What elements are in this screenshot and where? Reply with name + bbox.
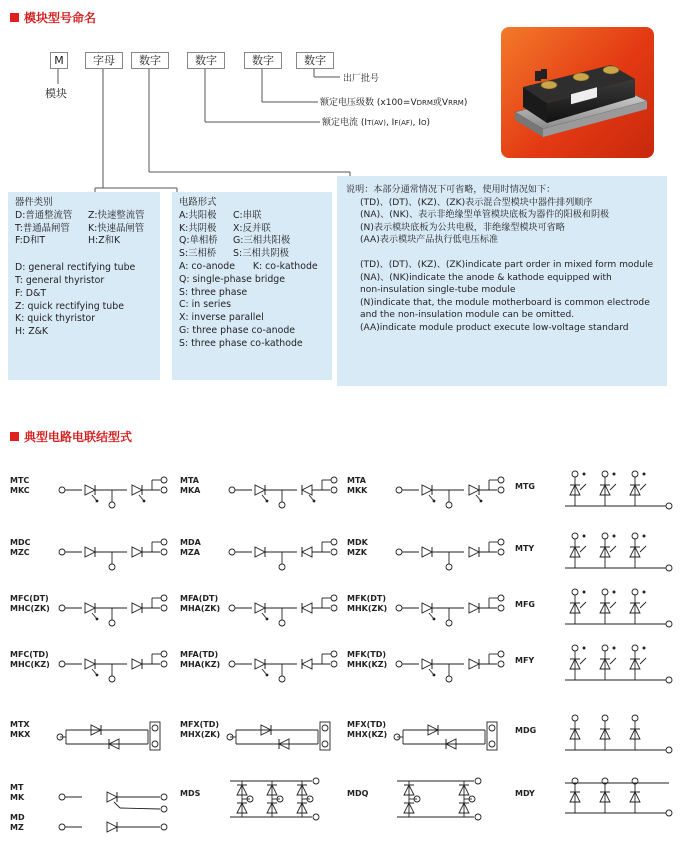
device-cn-row: F:D和T H:Z和K [15,235,121,247]
circuit-label [10,720,30,740]
circuit-code-line2: MHK(ZK) [347,604,388,613]
circuit-code-line2: MHA(KZ) [180,660,221,669]
circuit-schematic [222,712,347,760]
section-title-naming: 模块型号命名 [10,9,96,26]
circuit-label [515,600,535,610]
circuit-schematic [389,530,514,578]
circuit-schematic [52,642,177,690]
circuit-code-line2: MHC(KZ) [10,660,50,669]
circuit-code-line1: MFC(DT) [10,594,49,603]
circuit-label [515,482,535,492]
circuit-schematic [222,530,347,578]
circuit-en-line: C: in series [179,299,231,311]
circuit-en-line: S: three phase [179,286,248,298]
circuit-cn-row: Q:单相桥 G:三相共阳极 [179,235,291,247]
circuit-code-line1: MDQ [347,789,369,798]
device-en-line: D: general rectifying tube [15,262,136,274]
circuit-schematic [557,642,680,690]
batch-annotation: 出厂批号 [343,74,380,84]
device-en-line: K: quick thyristor [15,313,96,325]
circuit-label [347,594,387,614]
circuit-code-line2: MZA [180,548,200,557]
circuit-code-line2: MHA(ZK) [180,604,221,613]
circuit-label [347,650,387,670]
power-module-illustration [501,27,654,158]
circuit-en-line: Q: single-phase bridge [179,273,286,285]
notes-en-line: (TD)、(DT)、(KZ)、(ZK)indicate part order in mixed form module [360,259,654,270]
circuit-label [180,476,200,496]
circuit-schematic [557,586,680,634]
circuit-label [347,789,368,799]
circuit-code-line2: MKK [347,486,368,495]
circuit-schematic [557,530,680,578]
circuit-code-line1: MDS [180,789,201,798]
circuit-label [10,650,50,670]
circuit-schematic [557,775,680,823]
circuit-code-line2: MHK(KZ) [347,660,388,669]
circuit-label [180,594,220,614]
device-category-panel [8,192,160,380]
code-box-digit-4: 数字 [296,52,334,69]
notes-cn-line: 说明：本部分通常情况下可省略，使用时情况如下： [346,185,556,195]
circuit-code-line1: MTG [515,482,535,491]
device-panel-title: 器件类别 [15,197,53,208]
notes-en-line: (NA)、(NK)indicate the anode & kathode equipped with [360,272,612,283]
device-en-line: Z: quick rectifying tube [15,300,124,312]
circuit-code-line1: MDG [515,726,537,735]
circuit-schematic [222,775,347,823]
circuit-label [10,594,50,614]
circuit-code-line1: MDA [180,538,201,547]
device-en-line: H: Z&K [15,326,49,338]
circuit-code-line1: MFX(TD) [347,720,387,729]
device-cn-row: D:普通整流管 Z:快速整流管 [15,209,145,221]
circuit-label [515,726,536,736]
circuit-code-line1: MFK(DT) [347,594,387,603]
notes-en-line: (AA)indicate module product execute low-voltage standard [360,322,629,333]
circuit-code-line2: MK [10,793,25,802]
notes-cn-line: (NA)、(NK)、表示非绝缘型单管模块底板为器件的阳极和阴极 [360,210,610,221]
circuit-label [10,813,25,833]
notes-en-line: non-insulation single-tube module [360,285,516,296]
circuit-label [347,720,387,740]
section-title-circuits: 典型电路电联结型式 [10,428,132,445]
circuit-code-line2: MKC [10,486,30,495]
red-square-icon [10,432,19,441]
circuit-label [515,544,534,554]
circuit-en-line: G: three phase co-anode [179,324,296,336]
notes-panel [337,176,667,386]
device-en-line: F: D&T [15,287,47,299]
circuit-schematic [389,712,514,760]
circuit-code-line2: MKX [10,730,31,739]
circuit-panel-title: 电路形式 [179,197,217,208]
circuit-code-line1: MFA(DT) [180,594,219,603]
circuit-en-line: X: inverse parallel [179,312,264,324]
circuit-code-line2: MZC [10,548,30,557]
circuit-schematic [52,468,177,516]
code-box-digit-3: 数字 [244,52,282,69]
circuit-cn-row: A:共阳极 C:串联 [179,209,262,221]
circuit-code-line2: MZK [347,548,367,557]
circuit-code-line2: MZ [10,823,24,832]
code-box-letter: 字母 [85,52,123,69]
circuit-code-line1: MT [10,783,24,792]
code-box-m: M [50,52,68,69]
current-annotation: 额定电流 (IT(AV), IF(AF), IO) [322,118,431,128]
circuit-label [347,538,368,558]
circuit-label [180,789,200,799]
circuit-label [180,650,220,670]
notes-en-line: (N)indicate that, the module motherboard is common electrode [360,297,650,308]
circuit-code-line1: MFX(TD) [180,720,220,729]
circuit-code-line2: MHX(KZ) [347,730,388,739]
circuit-form-panel [172,192,332,380]
circuit-code-line1: MD [10,813,25,822]
notes-en-line: and the non-insulation module can be omitted. [360,310,575,321]
circuit-label [515,656,534,666]
circuit-code-line1: MFA(TD) [180,650,219,659]
code-box-digit-2: 数字 [187,52,225,69]
circuit-code-line1: MFG [515,600,535,609]
circuit-code-line1: MFY [515,656,535,665]
circuit-label [10,783,24,803]
circuit-code-line1: MDY [515,789,535,798]
circuit-label [180,720,220,740]
circuit-code-line2: MHX(ZK) [180,730,221,739]
device-cn-row: T:普通晶闸管 K:快速晶闸管 [15,222,145,234]
circuit-code-line1: MTY [515,544,535,553]
circuit-label [347,476,367,496]
circuit-label [10,476,30,496]
circuit-schematic [557,712,680,760]
circuit-code-line2: MHC(ZK) [10,604,50,613]
circuit-code-line1: MTA [180,476,199,485]
notes-cn-line: (N)表示模块底板为公共电极，非绝缘型模块可省略 [360,222,565,233]
circuit-code-line1: MFC(TD) [10,650,49,659]
module-label: 模块 [45,87,67,100]
circuit-cn-row: S:三相桥 S:三相共阴极 [179,248,289,260]
circuit-code-line1: MFK(TD) [347,650,387,659]
circuit-en-line: A: co-anode K: co-kathode [179,260,318,272]
circuit-code-line2: MKA [180,486,201,495]
circuit-label [10,538,30,558]
circuit-cn-row: K:共阴极 X:反并联 [179,222,271,234]
device-en-line: T: general thyristor [15,274,105,286]
code-box-digit-1: 数字 [131,52,169,69]
circuit-code-line1: MDC [10,538,31,547]
notes-cn-line: (TD)、(DT)、(KZ)、(ZK)表示混合型模块中器件排列顺序 [360,197,593,208]
circuit-code-line1: MTA [347,476,366,485]
circuit-en-line: S: three phase co-kathode [179,337,303,349]
circuit-label [515,789,535,799]
circuit-schematic [557,468,680,516]
circuit-schematic [222,586,347,634]
notes-cn-line: (AA)表示模块产品执行低电压标准 [360,235,499,246]
circuit-schematic [52,712,177,760]
circuit-schematic [52,530,177,578]
voltage-annotation: 额定电压级数 (x100=VDRM或VRRM) [320,98,468,108]
circuit-schematic [389,586,514,634]
circuit-schematic [52,586,177,634]
circuit-code-line1: MTX [10,720,30,729]
circuit-label [180,538,201,558]
circuit-code-line1: MTC [10,476,30,485]
circuit-code-line1: MDK [347,538,368,547]
module-product-photo [501,27,654,158]
circuit-schematic [222,468,347,516]
circuit-schematic [389,642,514,690]
circuit-schematic [222,642,347,690]
circuit-schematic [389,468,514,516]
circuit-schematic [389,775,514,823]
